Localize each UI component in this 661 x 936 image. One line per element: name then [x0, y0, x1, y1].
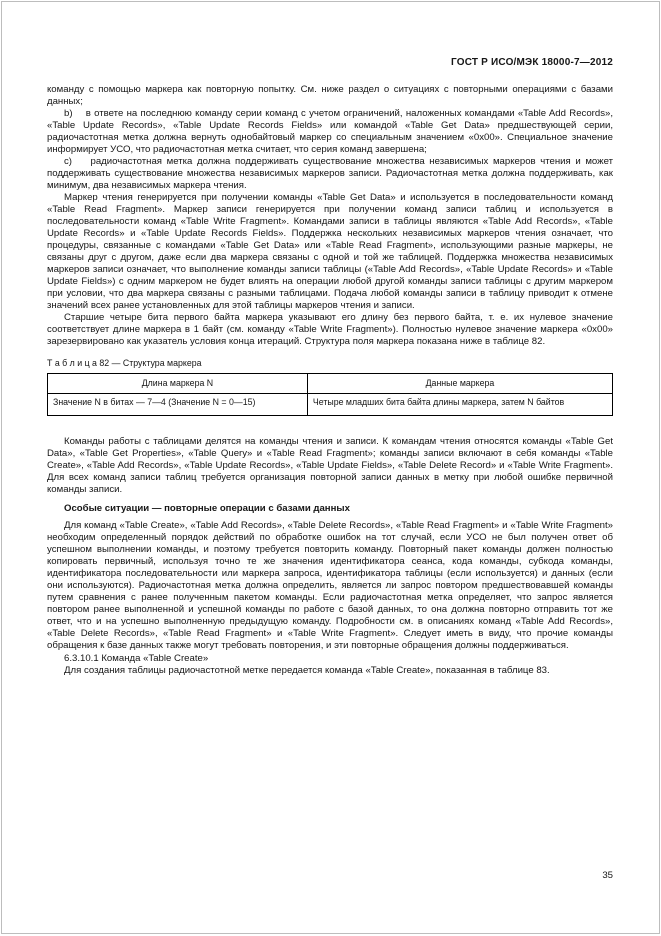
- list-item-b: b) в ответе на последнюю команду серии команд с учетом ограничений, наложенных командами «Table Add Records», «Table Update Records», «Table Update Records Fields» или командой «Table Get Data» предшествующей серии, радиочастотная метка должна вернуть однобайтовый маркер со специальным значением «0x00». Специальное значение информирует УСО, что радиочастотная метка считает, что серия команд завершена;: [47, 108, 613, 155]
- running-header: ГОСТ Р ИСО/МЭК 18000-7—2012: [450, 57, 613, 68]
- paragraph-commands: Команды работы с таблицами делятся на команды чтения и записи. К командам чтения относятся команды «Table Get Data», «Table Get Properties», «Table Query» и «Table Read Fragment»; команды записи включают в себя команды «Table Create», «Table Add Records», «Table Update Records», «Table Update Fields», «Table Delete Record» и «Table Write Fragment». Для всех команд записи таблиц требуется организация повторной записи данных в метку при любой ошибке первичной команды записи.: [47, 436, 613, 495]
- paragraph-marker-bits: Старшие четыре бита первого байта маркера указывают его длину без первого байта, т. е. их нулевое значение соответствует длине маркера в 1 байт (см. команду «Table Write Fragment»). Полностью нулевое значение маркера «0x00» зарезервировано как указатель условия конца итераций. Структура поля маркера показана ниже в таблице 82.: [47, 312, 613, 347]
- document-page: [1, 1, 660, 934]
- page-content: [47, 84, 613, 677]
- section-heading: Особые ситуации — повторные операции с базами данных: [64, 503, 350, 514]
- page-number: 35: [602, 870, 613, 881]
- table-header-row: [48, 374, 613, 394]
- paragraph-table-create: Для создания таблицы радиочастотной метке передается команда «Table Create», показанная в таблице 83.: [64, 665, 550, 676]
- table-caption: Т а б л и ц а 82 — Структура маркера: [47, 358, 202, 368]
- table-cell-data-value: Четыре младших бита байта длины маркера, затем N байтов: [307, 393, 612, 416]
- paragraph-markers: Маркер чтения генерируется при получении команды «Table Get Data» и используется в последовательности команд «Table Read Fragment». Маркер записи генерируется при получении команд записи таблиц и используется в последовательности команд «Table Write Fragment». Командами записи в таблицы являются «Table Add Records», «Table Update Records» и «Table Update Records Fields». Поддержка нескольких независимых маркеров чтения означает, что процедуры, связанные с командами «Table Get Data» или «Table Read Fragment», использующими разные маркеры, не связаны друг с другом, даже если два маркера связаны с одной и той же таблицей. Поддержка множества независимых маркеров записи означает, что выполнение команды записи таблицы («Table Add Records», «Table Update Records» и «Table Update Fields») с одним маркером не будет влиять на операции любой другой команды записи таблицы с другим маркером при условии, что два маркера связаны с разными таблицами. Подача любой команды записи в таблицу приводит к отмене значений всех ранее установленных для этой таблицы маркеров чтения и записи.: [47, 192, 613, 311]
- subsection-heading: 6.3.10.1 Команда «Table Create»: [64, 653, 209, 664]
- paragraph-continuation: команду с помощью маркера как повторную попытку. См. ниже раздел о ситуациях с повторными операциями с базами данных;: [47, 84, 613, 107]
- marker-structure-table: [47, 373, 613, 416]
- list-item-c: c) радиочастотная метка должна поддерживать существование множества независимых маркеров чтения и может поддерживать существование множества независимых маркеров записи. Радиочастотная метка должна поддерживать, как минимум, два независимых маркера чтения.: [47, 156, 613, 191]
- table-cell-length-value: Значение N в битах — 7—4 (Значение N = 0—15): [48, 393, 308, 416]
- paragraph-retry: Для команд «Table Create», «Table Add Records», «Table Delete Records», «Table Read Fragment» и «Table Write Fragment» необходим определенный порядок действий по обработке ошибок на тот случай, если УСО не был получен ответ об успешном выполнении команды, и поэтому требуется повторить команду. Повторный пакет команды должен полностью копировать первичный, используя точно те же значения идентификатора сеанса, кода команды, субкода команды, идентификатора последовательности или маркера запроса, идентификатора таблицы (если используется) и данных (если они используются). Радиочастотная метка должна определить, является ли запрос повтором предшествовавшей команды путем сравнения с ранее полученным пакетом команды. Если радиочастотная метка определяет, что запрос является повтором ранее выполненной и успешной команды по работе с базой данных, то она должна повторно отправить тот же ответ, что и на успешно выполненную предыдущую команду. Подробности см. в описаниях команд «Table Add Records», «Table Delete Records», «Table Read Fragment» и «Table Write Fragment». Следует иметь в виду, что прочие команды обращения к базе данных также могут требовать повторения, и эти повторные обращения должны поддерживаться.: [47, 520, 613, 651]
- table-header-cell-data: Данные маркера: [307, 374, 612, 394]
- table-row: [48, 393, 613, 416]
- table-header-cell-length: Длина маркера N: [48, 374, 308, 394]
